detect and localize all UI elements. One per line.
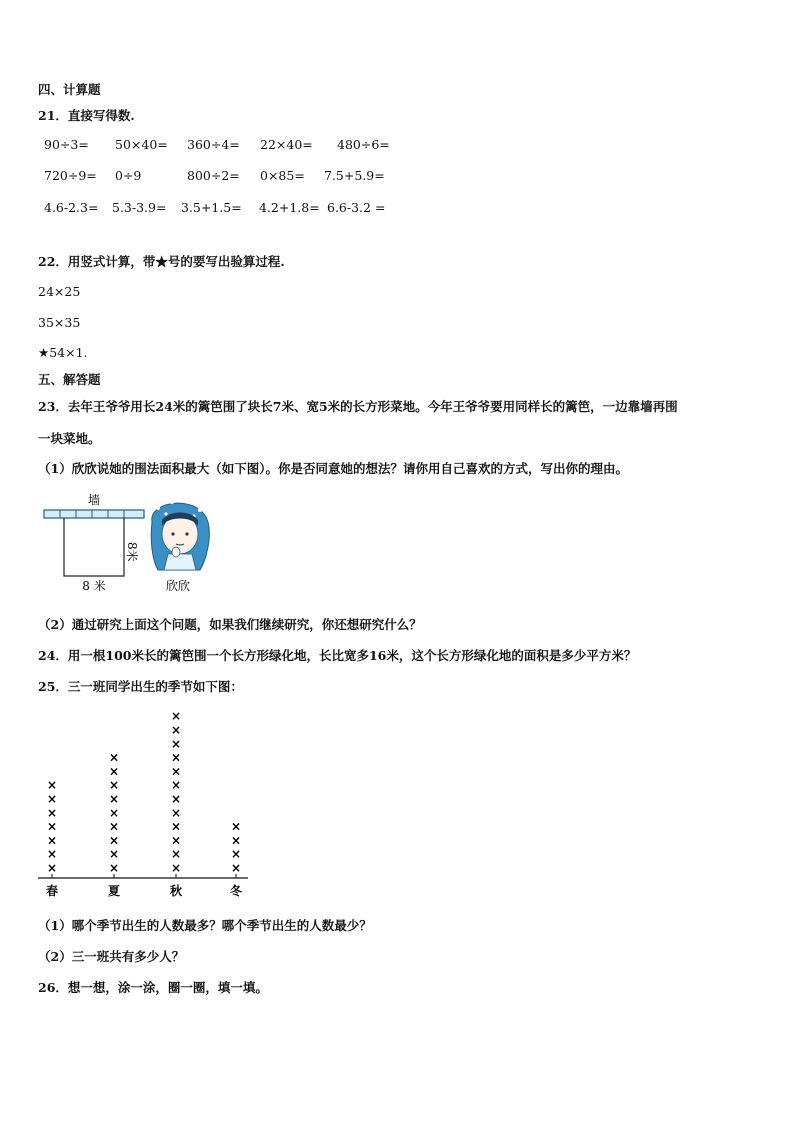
- chart-cross-mark: ×: [108, 750, 120, 765]
- q23-text-line1: 23．去年王爷爷用长24米的篱笆围了块长7米、宽5米的长方形菜地。今年王爷爷要用同样长的篱笆，一边靠墙再围: [38, 399, 678, 414]
- q22-item: 24×25: [38, 284, 81, 299]
- q25-part1: （1）哪个季节出生的人数最多？哪个季节出生的人数最少？: [38, 918, 372, 933]
- calc-item: 90÷3=: [44, 137, 89, 152]
- q22-item: 35×35: [38, 315, 81, 330]
- chart-cross-mark: ×: [170, 764, 182, 779]
- chart-cross-mark: ×: [230, 861, 242, 875]
- chart-cross-mark: ×: [170, 792, 182, 806]
- chart-cross-mark: ×: [108, 833, 120, 848]
- chart-cross-mark: ×: [170, 833, 182, 848]
- x-tick-label: 秋: [169, 884, 183, 898]
- q26-text: 26．想一想，涂一涂，圈一圈，填一填。: [38, 980, 268, 995]
- q23-part2: （2）通过研究上面这个问题，如果我们继续研究，你还想研究什么？: [38, 617, 422, 632]
- calc-item: 50×40=: [115, 137, 168, 152]
- calc-item: 22×40=: [260, 137, 313, 152]
- calc-item: 4.6-2.3=: [44, 200, 99, 215]
- q22-item: ★54×1.: [38, 345, 88, 360]
- x-tick-label: 夏: [107, 884, 121, 898]
- chart-cross-mark: ×: [170, 778, 182, 793]
- section-5-title: 五、解答题: [38, 372, 101, 387]
- chart-cross-mark: ×: [46, 833, 58, 848]
- chart-cross-mark: ×: [46, 792, 58, 806]
- chart-cross-mark: ×: [46, 847, 58, 862]
- chart-cross-mark: ×: [170, 819, 182, 834]
- chart-cross-mark: ×: [108, 847, 120, 862]
- q25-part2: （2）三一班共有多少人？: [38, 949, 185, 964]
- q21-title: 21．直接写得数.: [38, 108, 135, 123]
- chart-cross-mark: ×: [170, 750, 182, 765]
- calc-item: 800÷2=: [187, 168, 240, 183]
- q23-part1: （1）欣欣说她的围法面积最大（如下图）。你是否同意她的想法？请你用自己喜欢的方式，写出你的理由。: [38, 461, 628, 476]
- calc-item: 7.5+5.9=: [324, 168, 385, 183]
- person-name: 欣欣: [165, 579, 191, 593]
- q23-text-line2: 一块菜地。: [38, 431, 101, 446]
- chart-cross-mark: ×: [230, 847, 242, 862]
- chart-cross-mark: ×: [46, 778, 58, 793]
- calc-item: 720÷9=: [44, 168, 97, 183]
- section-4-title: 四、计算题: [38, 82, 101, 97]
- fence-figure: [40, 490, 230, 600]
- calc-item: 4.2+1.8=: [259, 200, 320, 215]
- calc-item: 5.3-3.9=: [112, 200, 167, 215]
- calc-item: 0×85=: [260, 168, 305, 183]
- chart-cross-mark: ×: [108, 819, 120, 834]
- chart-cross-mark: ×: [170, 861, 182, 875]
- calc-item: 0÷9: [115, 168, 142, 183]
- chart-cross-mark: ×: [108, 805, 120, 820]
- girl-illustration-icon: [151, 500, 209, 570]
- chart-cross-mark: ×: [108, 861, 120, 875]
- chart-cross-mark: ×: [230, 833, 242, 848]
- calc-item: 6.6-3.2 =: [327, 200, 386, 215]
- bottom-label: 8 米: [82, 579, 106, 593]
- q25-text: 25．三一班同学出生的季节如下图：: [38, 679, 243, 694]
- calc-item: 3.5+1.5=: [181, 200, 242, 215]
- chart-cross-mark: ×: [108, 764, 120, 779]
- q22-title: 22．用竖式计算，带★号的要写出验算过程.: [38, 254, 285, 269]
- chart-cross-mark: ×: [170, 723, 182, 737]
- chart-cross-mark: ×: [46, 861, 58, 875]
- chart-cross-mark: ×: [108, 778, 120, 793]
- chart-cross-mark: ×: [170, 847, 182, 862]
- chart-cross-mark: ×: [170, 736, 182, 751]
- wall-label: 墙: [87, 493, 101, 507]
- chart-cross-mark: ×: [230, 819, 242, 834]
- chart-cross-mark: ×: [108, 792, 120, 806]
- x-tick-label: 冬: [229, 884, 243, 898]
- x-tick-label: 春: [45, 884, 59, 898]
- q24-text: 24．用一根100米长的篱笆围一个长方形绿化地，长比宽多16米，这个长方形绿化地的面积是多少平方米？: [38, 648, 637, 663]
- wall: [44, 510, 144, 518]
- chart-cross-mark: ×: [170, 805, 182, 820]
- chart-cross-mark: ×: [170, 709, 182, 724]
- chart-cross-mark: ×: [46, 819, 58, 834]
- fence-outline: [64, 518, 124, 576]
- calc-item: 360÷4=: [187, 137, 240, 152]
- season-chart: [38, 702, 258, 902]
- calc-item: 480÷6=: [337, 137, 390, 152]
- side-label: 8米: [125, 542, 139, 562]
- chart-cross-mark: ×: [46, 805, 58, 820]
